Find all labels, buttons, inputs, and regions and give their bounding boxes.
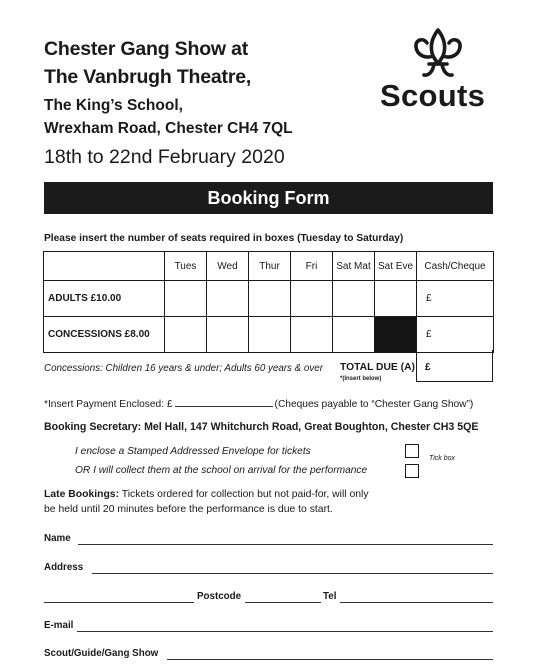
adults-amount-cell[interactable]: £ xyxy=(417,281,494,317)
concessions-wed-cell[interactable] xyxy=(207,317,249,353)
column-header-cash-cheque: Cash/Cheque xyxy=(417,252,494,281)
concessions-tues-cell[interactable] xyxy=(165,317,207,353)
title-line-2: The Vanbrugh Theatre, xyxy=(44,66,252,88)
title-line-1: Chester Gang Show at xyxy=(44,38,249,60)
adults-sat-mat-cell[interactable] xyxy=(333,281,375,317)
email-field[interactable] xyxy=(77,631,493,632)
column-header-sat-eve: Sat Eve xyxy=(375,252,417,281)
late-bookings-line-1 xyxy=(44,489,369,500)
name-label: Name xyxy=(44,533,71,544)
address-field-line-2[interactable] xyxy=(44,602,194,603)
address-field[interactable] xyxy=(92,573,493,574)
collect-checkbox[interactable] xyxy=(405,464,419,478)
option-collect: OR I will collect them at the school on arrival for the performance xyxy=(75,465,368,476)
postcode-label: Postcode xyxy=(197,591,242,602)
group-field[interactable] xyxy=(167,659,493,660)
late-bookings-text-1: Tickets ordered for collection but not paid-for, will only xyxy=(119,489,369,500)
tel-field[interactable] xyxy=(340,602,493,603)
total-due-sublabel: *(Insert below) xyxy=(340,376,382,382)
booking-secretary: Booking Secretary: Mel Hall, 147 Whitchurch Road, Great Boughton, Chester CH3 5QE xyxy=(44,421,479,433)
adults-fri-cell[interactable] xyxy=(291,281,333,317)
name-field[interactable] xyxy=(78,544,493,545)
late-bookings-label: Late Bookings: xyxy=(44,489,120,500)
concessions-fri-cell[interactable] xyxy=(291,317,333,353)
column-header-tues: Tues xyxy=(165,252,207,281)
column-header-fri: Fri xyxy=(291,252,333,281)
total-due-prefix: £ xyxy=(425,362,431,373)
option-envelope: I enclose a Stamped Addressed Envelope for tickets xyxy=(75,446,311,457)
concessions-sat-mat-cell[interactable] xyxy=(333,317,375,353)
address-label: Address xyxy=(44,562,84,573)
payment-suffix: (Cheques payable to “Chester Gang Show”) xyxy=(274,399,474,410)
address-line-2: Wrexham Road, Chester CH4 7QL xyxy=(44,120,293,137)
payment-prefix: *Insert Payment Enclosed: £ xyxy=(44,399,173,410)
payment-amount-field[interactable] xyxy=(175,397,273,407)
concessions-note: Concessions: Children 16 years & under; Adults 60 years & over xyxy=(44,363,323,374)
adults-thur-cell[interactable] xyxy=(249,281,291,317)
column-header-wed: Wed xyxy=(207,252,249,281)
show-dates: 18th to 22nd February 2020 xyxy=(44,146,285,168)
group-label: Scout/Guide/Gang Show xyxy=(44,648,159,659)
adults-tues-cell[interactable] xyxy=(165,281,207,317)
fleur-de-lis-icon xyxy=(409,26,467,82)
row-label-concessions: CONCESSIONS £8.00 xyxy=(44,317,165,353)
seat-instructions: Please insert the number of seats required in boxes (Tuesday to Saturday) xyxy=(44,233,404,244)
tel-label: Tel xyxy=(323,591,337,602)
column-header-sat-mat: Sat Mat xyxy=(333,252,375,281)
concessions-sat-eve-blocked-cell xyxy=(375,317,417,353)
adults-wed-cell[interactable] xyxy=(207,281,249,317)
booking-form-banner: Booking Form xyxy=(44,182,493,214)
concessions-thur-cell[interactable] xyxy=(249,317,291,353)
seat-table xyxy=(43,251,494,353)
row-label-adults: ADULTS £10.00 xyxy=(44,281,165,317)
payment-line xyxy=(44,397,473,410)
late-bookings-line-2: be held until 20 minutes before the performance is due to start. xyxy=(44,504,333,515)
envelope-checkbox[interactable] xyxy=(405,444,419,458)
address-line-1: The King’s School, xyxy=(44,97,183,114)
total-due-label: TOTAL DUE (A) xyxy=(340,362,415,373)
email-label: E-mail xyxy=(44,620,74,631)
adults-sat-eve-cell[interactable] xyxy=(375,281,417,317)
concessions-amount-cell[interactable]: £ xyxy=(417,317,494,353)
table-corner-cell xyxy=(44,252,165,281)
postcode-field[interactable] xyxy=(245,602,321,603)
scouts-logo-text: Scouts xyxy=(380,78,486,113)
column-header-thur: Thur xyxy=(249,252,291,281)
tick-box-label: Tick box xyxy=(429,455,456,462)
